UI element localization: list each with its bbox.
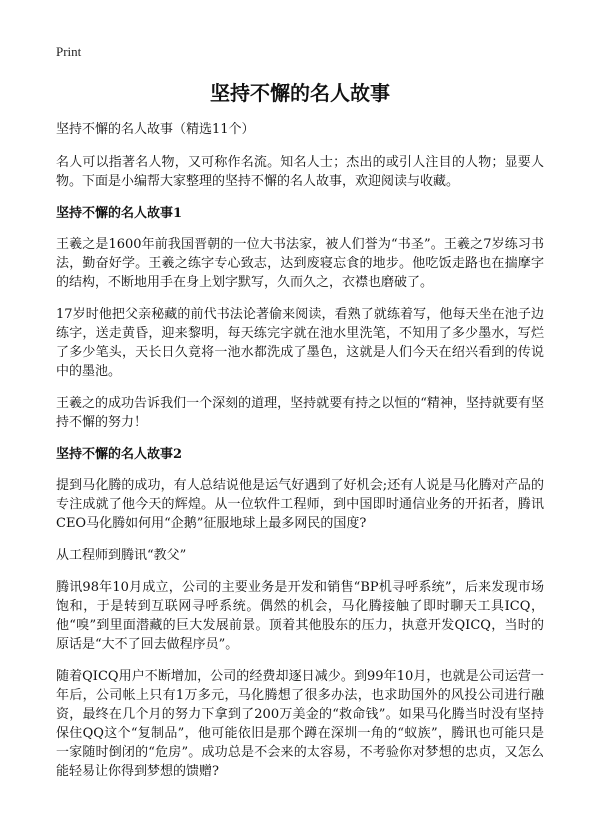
intro-paragraph: 名人可以指著名人物，又可称作名流。知名人士；杰出的或引人注目的人物；显要人物。下面是小编帮大家整理的坚持不懈的名人故事，欢迎阅读与收藏。: [56, 155, 544, 189]
section-2-paragraph-2: 腾讯98年10月成立，公司的主要业务是开发和销售“BP机寻呼系统”，后来发现市场饱和，于是转到互联网寻呼系统。偶然的机会，马化腾接触了即时聊天工具ICQ，他“嗅”到里面潜藏的巨大发展前景。顶着其他股东的压力，执意开发QICQ，当时的原话是“大不了回去做程序员”。: [56, 580, 544, 652]
section-1-paragraph-1: 王羲之是1600年前我国晋朝的一位大书法家，被人们誉为“书圣”。王羲之7岁练习书法，勤奋好学。王羲之练字专心致志，达到废寝忘食的地步。他吃饭走路也在揣摩字的结构，不断地用手在身上划字默写，久而久之，衣襟也磨破了。: [56, 237, 544, 290]
section-heading-1: 坚持不懈的名人故事1: [56, 206, 183, 221]
section-heading-2: 坚持不懈的名人故事2: [56, 447, 183, 462]
section-2-paragraph-1: 提到马化腾的成功，有人总结说他是运气好遇到了好机会;还有人说是马化腾对产品的专注成就了他今天的辉煌。从一位软件工程师，到中国即时通信业务的开拓者，腾讯CEO马化腾如何用“企鹅”征服地球上最多网民的国度?: [56, 478, 544, 531]
section-1-paragraph-3: 王羲之的成功告诉我们一个深刻的道理，坚持就要有持之以恒的“精神，坚持就要有坚持不懈的努力！: [56, 396, 544, 430]
section-1-paragraph-2: 17岁时他把父亲秘藏的前代书法论著偷来阅读，看熟了就练着写，他每天坐在池子边练字，送走黄昏，迎来黎明，每天练完字就在池水里洗笔，不知用了多少墨水，写烂了多少笔头，天长日久竟将一池水都洗成了墨色，这就是人们今天在绍兴看到的传说中的墨池。: [56, 307, 544, 379]
section-2-subheading: 从工程师到腾讯“教父”: [56, 548, 187, 563]
document-title: 坚持不懈的名人故事: [210, 81, 390, 105]
section-2-paragraph-3: 随着QICQ用户不断增加，公司的经费却逐日减少。到99年10月，也就是公司运营一年后，公司帐上只有1万多元，马化腾想了很多办法，也求助国外的风投公司进行融资，最终在几个月的努力下拿到了200万美金的“救命钱”。如果马化腾当时没有坚持保住QQ这个“复制品”，他可能依旧是那个蹲在深圳一角的“蚁族”，腾讯也可能只是一家随时倒闭的“危房”。成功总是不会来的太容易，不考验你对梦想的忠贞，又怎么能轻易让你得到梦想的馈赠?: [56, 669, 544, 779]
document-subtitle: 坚持不懈的名人故事（精选11个）: [56, 122, 255, 137]
print-link[interactable]: Print: [56, 44, 82, 59]
